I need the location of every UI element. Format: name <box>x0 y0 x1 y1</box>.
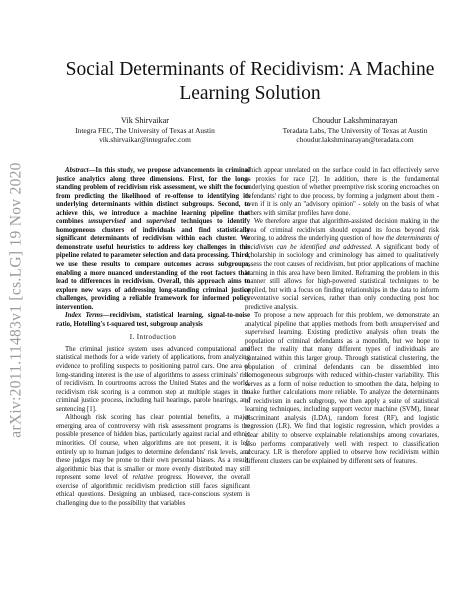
paragraph <box>245 218 439 312</box>
paragraph-text: . A significant body of scholarship in sociology and criminology has aimed to qualitatively assess the root causes of recidivism, but prior applications of machine learning in this area have been limited. Reframing the problem in this manner still allows for high-powered statistical techniques to be applied, but with a focus on finding relationships in the data to inform preventative social services, rather than only conducting post hoc predictive analysis. <box>245 243 439 311</box>
abstract-text: techniques to identify homogeneous clusters of individuals and find statistically significant determinants of recidivism within each cluster. We demonstrate useful heuristics to address key challenges in this pipeline related to parameter selection and data processing. Third, we use these results to compare outcomes across subgroups, enabling a more nuanced understanding of the root factors that lead to differences in recidivism. Overall, this approach aims to explore new ways of addressing long-standing criminal justice challenges, providing a reliable framework for informed policy intervention. <box>56 218 250 311</box>
paragraph: The criminal justice system uses advanced computational and statistical methods for a wide variety of applications, from analyzing evidence to profiling suspects to positioning patrol cars. One area of long-standing interest is the use of algorithms to assess criminals' risk of recidivism. In courtrooms across the United States and the world, recidivism risk scoring is a common step at multiple stages in the criminal justice process, including bail hearings, parole hearings, and sentencing [1]. <box>56 345 250 413</box>
abstract-emphasis: unsupervised <box>88 218 126 226</box>
left-column <box>56 167 250 508</box>
author-2 <box>250 116 460 145</box>
index-terms-text: —recidivism, statistical learning, signal-to-noise ratio, Hotelling's t-squared test, subgroup analysis <box>56 312 250 328</box>
paragraph <box>245 312 439 466</box>
abstract-text: —In this study, we propose advancements in criminal justice analytics along three dimensions. First, for the long-standing problem of recidivism risk assessment, we shift the focus from predicting the likelihood of re-offense to identifying its underlying determinants within distinct subgroups. Second, to achieve this, we introduce a machine learning pipeline that combines <box>56 167 250 226</box>
arxiv-identifier[interactable]: arXiv:2011.11483v1 [cs.LG] 19 Nov 2020 <box>8 162 25 438</box>
author-name: Vik Shirvaikar <box>121 116 169 125</box>
paragraph-emphasis: supervised <box>245 329 275 337</box>
section-heading: I. Introduction <box>129 333 177 342</box>
paragraph-emphasis: unsupervised <box>390 320 427 328</box>
abstract <box>56 167 250 312</box>
index-terms <box>56 312 250 329</box>
paragraph-emphasis: how the determinants of recidivism can be identified and addressed <box>245 235 439 251</box>
author-affiliation: Teradata Labs, The University of Texas at Austin <box>282 125 428 135</box>
paragraph-text: Although risk scoring has clear potential benefits, a major emerging area of controversy with risk assessment programs is the possible presence of hidden bias, particularly against racial and ethnic minorities. Of course, when algorithms are not present, it is left entirely up to human judges to determine defendants' risk levels, and these judges may be prone to their own personal biases. As a result, algorithmic bias that is smaller or more evenly distributed may still represent some level of <box>56 414 250 482</box>
author-name: Choudur Lakshminarayan <box>312 116 398 125</box>
paragraph-text: and <box>426 320 439 328</box>
paragraph-text: learning. Existing predictive analysis often treats the population of criminal defendants as a monolith, but we hope to reflect the reality that many different types of individuals are contained within this larger group. Through statistical clustering, the population of criminal defendants can be dissembled into homogeneous subgroups with reduced within-cluster variability. This serves as a form of noise reduction to smoothen the data, helping to make further calculations more reliable. To analyze the determinants of recidivism in each subgroup, we then apply a suite of statistical learning techniques, including support vector machine (SVM), linear discriminant analysis (LDA), random forest (RF), and logistic regression (LR). We find that logistic regression, which provides a clear ability to observe explainable relationships among covariates, also performs comparatively well with respect to classification accuracy. LR is therefore applied to observe how recidivism within different clusters can be explained by different sets of features. <box>245 329 439 465</box>
paragraph-text: We therefore argue that algorithm-assisted decision making in the area of criminal recidivism should expand its focus beyond risk scoring, to address the underlying question of <box>245 218 439 243</box>
author-email[interactable]: choudur.lakshminarayan@teradata.com <box>296 135 414 144</box>
index-terms-label: Index Terms <box>65 312 103 320</box>
paragraph: which appear unrelated on the surface could in fact effectively serve as proxies for race [2]. In addition, there is the fundamental underlying question of whether preemptive risk scoring encroaches on defendants' right to due process, by forming a judgment about them - even if it is only an "advisory opinion" - solely on the basis of what others with similar profiles have done. <box>245 167 439 217</box>
author-email[interactable]: vik.shirvaikar@integrafec.com <box>99 135 191 144</box>
paragraph-emphasis: relative <box>132 474 154 482</box>
author-block <box>40 116 460 145</box>
paper-title: Social Determinants of Recidivism: A Machine Learning Solution <box>65 59 435 104</box>
paragraph-text: progress. However, the overall exercise of algorithmic recidivism prediction still faces significant ethical questions. Designing an unbiased, race-conscious system is challenging due to the possibility that variables <box>56 474 250 507</box>
paragraph-text: To propose a new approach for this problem, we demonstrate an analytical pipeline that applies methods from both <box>245 312 439 328</box>
abstract-label: Abstract <box>65 167 89 174</box>
abstract-text: and <box>125 218 147 226</box>
arxiv-stamp-strip <box>2 150 32 450</box>
author-1 <box>40 116 250 145</box>
right-column <box>245 167 439 466</box>
abstract-emphasis: supervised <box>146 218 177 226</box>
paragraph <box>56 414 250 508</box>
author-affiliation: Integra FEC, The University of Texas at Austin <box>75 125 215 135</box>
